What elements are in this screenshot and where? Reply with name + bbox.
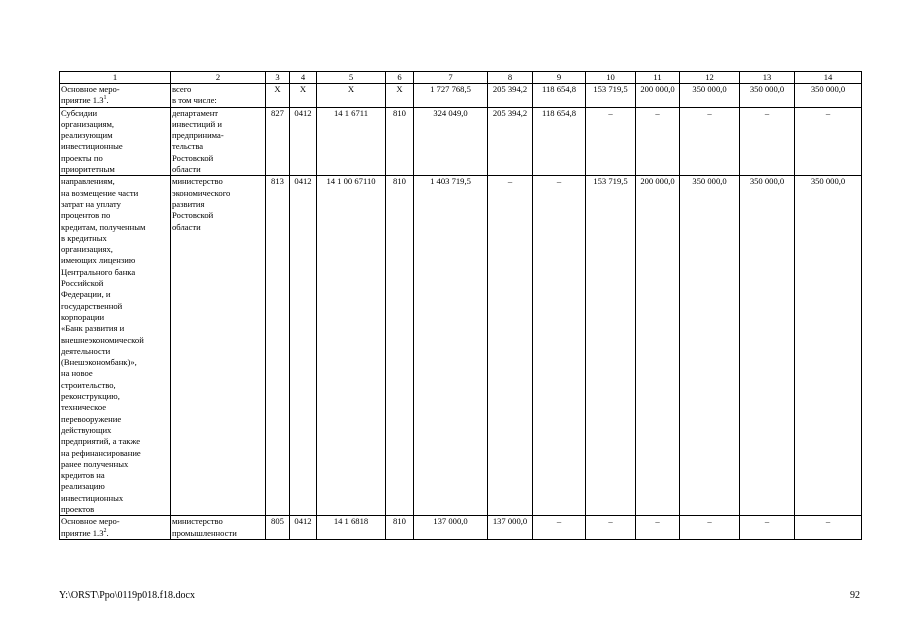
column-header: 9 xyxy=(533,72,586,84)
rzpr-cell: 0412 xyxy=(290,516,317,540)
year-cell: 200 000,0 xyxy=(636,176,680,516)
year-cell: – xyxy=(533,516,586,540)
activity-name-cell xyxy=(60,516,171,540)
year-cell: 350 000,0 xyxy=(740,84,795,108)
year-cell: 350 000,0 xyxy=(795,176,862,516)
csr-cell: 14 1 6711 xyxy=(317,107,386,176)
year-cell: – xyxy=(740,107,795,176)
year-cell: – xyxy=(636,107,680,176)
year-cell: 153 719,5 xyxy=(586,84,636,108)
year-cell: – xyxy=(680,107,740,176)
vr-cell: Х xyxy=(386,84,414,108)
activity-name-cell xyxy=(60,84,171,108)
vr-cell: 810 xyxy=(386,516,414,540)
executor-cell: всего в том числе: xyxy=(171,84,266,108)
executor-cell: департамент инвестиций и предпринима- тельства Ростовской области xyxy=(171,107,266,176)
column-header: 11 xyxy=(636,72,680,84)
budget-table xyxy=(59,71,862,540)
year-cell: 118 654,8 xyxy=(533,84,586,108)
column-header: 3 xyxy=(266,72,290,84)
year-cell: – xyxy=(533,176,586,516)
activity-description-cell: направлениям, на возмещение части затрат на уплату процентов по кредитам, полученным в кредитных организациях, имеющих лицензию Центрального банка Российской Федерации, и государственной корпорации «Банк развития и внешнеэкономической деятельности (Внешэкономбанк)», на новое строительство, реконструкцию, техническое перевооружение действующих предприятий, а также на рефинансирование ранее полученных кредитов на реализацию инвестиционных проектов xyxy=(60,176,171,516)
csr-cell: 14 1 6818 xyxy=(317,516,386,540)
rzpr-cell: 0412 xyxy=(290,107,317,176)
column-header: 12 xyxy=(680,72,740,84)
executor-cell: министерство промышленности xyxy=(171,516,266,540)
grbs-cell: 813 xyxy=(266,176,290,516)
executor-cell: министерство экономического развития Ростовской области xyxy=(171,176,266,516)
total-cell: 324 049,0 xyxy=(414,107,488,176)
activity-name: Основное меро- приятие 1.3 xyxy=(61,516,120,538)
year-cell: – xyxy=(795,516,862,540)
column-header: 6 xyxy=(386,72,414,84)
year-cell: – xyxy=(795,107,862,176)
rzpr-cell: Х xyxy=(290,84,317,108)
year-cell: 350 000,0 xyxy=(680,176,740,516)
year-cell: – xyxy=(488,176,533,516)
total-cell: 1 403 719,5 xyxy=(414,176,488,516)
table-row xyxy=(60,176,862,516)
grbs-cell: Х xyxy=(266,84,290,108)
vr-cell: 810 xyxy=(386,176,414,516)
total-cell: 137 000,0 xyxy=(414,516,488,540)
year-cell: 350 000,0 xyxy=(795,84,862,108)
activity-name-tail: . xyxy=(106,527,109,538)
column-header: 7 xyxy=(414,72,488,84)
year-cell: 153 719,5 xyxy=(586,176,636,516)
activity-name: Основное меро- приятие 1.3 xyxy=(61,84,120,106)
year-cell: 200 000,0 xyxy=(636,84,680,108)
column-header: 1 xyxy=(60,72,171,84)
year-cell: – xyxy=(586,107,636,176)
rzpr-cell: 0412 xyxy=(290,176,317,516)
column-header: 10 xyxy=(586,72,636,84)
csr-cell: Х xyxy=(317,84,386,108)
table-row xyxy=(60,84,862,108)
year-cell: – xyxy=(586,516,636,540)
year-cell: – xyxy=(636,516,680,540)
table-row xyxy=(60,516,862,540)
vr-cell: 810 xyxy=(386,107,414,176)
year-cell: 137 000,0 xyxy=(488,516,533,540)
footnote-mark: 2 xyxy=(103,527,107,534)
activity-description-cell: Субсидии организациям, реализующим инвестиционные проекты по приоритетным xyxy=(60,107,171,176)
year-cell: 205 394,2 xyxy=(488,107,533,176)
grbs-cell: 805 xyxy=(266,516,290,540)
page-number: 92 xyxy=(850,590,860,601)
year-cell: – xyxy=(740,516,795,540)
csr-cell: 14 1 00 67110 xyxy=(317,176,386,516)
activity-name-tail: . xyxy=(106,95,109,106)
year-cell: 350 000,0 xyxy=(740,176,795,516)
column-header: 14 xyxy=(795,72,862,84)
column-header: 5 xyxy=(317,72,386,84)
year-cell: – xyxy=(680,516,740,540)
column-header: 4 xyxy=(290,72,317,84)
column-header: 2 xyxy=(171,72,266,84)
column-header: 13 xyxy=(740,72,795,84)
total-cell: 1 727 768,5 xyxy=(414,84,488,108)
grbs-cell: 827 xyxy=(266,107,290,176)
footnote-mark: 1 xyxy=(103,95,107,102)
file-path-footer: Y:\ORST\Ppo\0119p018.f18.docx xyxy=(59,590,195,601)
year-cell: 118 654,8 xyxy=(533,107,586,176)
year-cell: 205 394,2 xyxy=(488,84,533,108)
year-cell: 350 000,0 xyxy=(680,84,740,108)
table-row xyxy=(60,107,862,176)
column-header: 8 xyxy=(488,72,533,84)
column-number-row xyxy=(60,72,862,84)
